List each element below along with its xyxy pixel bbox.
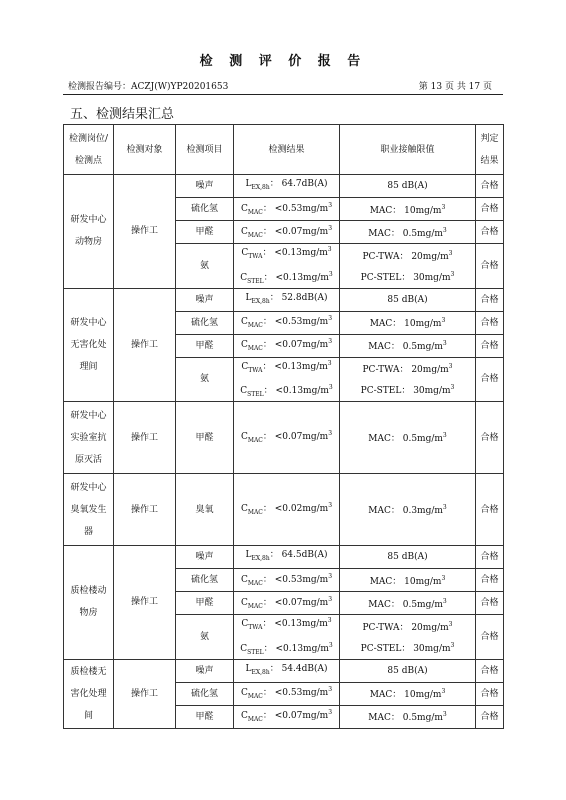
cell-item: 甲醛: [176, 221, 234, 244]
cell-verdict: 合格: [476, 615, 504, 660]
cell-limit: 85 dB(A): [340, 288, 476, 311]
cell-result: $C_{TWA}$： $<0.13mg/m^3$ $C_{STEL}$： $<0.13mg/m^3$: [234, 244, 340, 289]
report-number: ACZJ(W)YP20201653: [131, 82, 229, 92]
cell-item: 噪声: [176, 175, 234, 198]
cell-verdict: 合格: [476, 175, 504, 198]
cell-object: 操作工: [114, 402, 176, 474]
cell-limit: 85 dB(A): [340, 546, 476, 569]
cell-item: 氨: [176, 357, 234, 402]
cell-item: 噪声: [176, 659, 234, 682]
cell-result: $C_{TWA}$： $<0.13mg/m^3$ $C_{STEL}$： $<0.13mg/m^3$: [234, 357, 340, 402]
table-row: [64, 288, 504, 311]
header-divider: [63, 94, 503, 95]
cell-verdict: 合格: [476, 474, 504, 546]
cell-item: 甲醛: [176, 402, 234, 474]
cell-limit: MAC： $10mg/m^3$: [340, 569, 476, 592]
document-title: 检 测 评 价 报 告: [199, 54, 367, 69]
cell-verdict: 合格: [476, 288, 504, 311]
cell-result: $L_{EX,8h}$： 64.7dB(A): [234, 175, 340, 198]
cell-verdict: 合格: [476, 402, 504, 474]
cell-result: $C_{MAC}$： $<0.02mg/m^3$: [234, 474, 340, 546]
cell-result: $C_{TWA}$： $<0.13mg/m^3$ $C_{STEL}$： $<0.13mg/m^3$: [234, 615, 340, 660]
cell-verdict: 合格: [476, 546, 504, 569]
cell-object: 操作工: [114, 175, 176, 289]
cell-item: 噪声: [176, 546, 234, 569]
table-header-row: [64, 125, 504, 175]
cell-verdict: 合格: [476, 221, 504, 244]
cell-limit: 85 dB(A): [340, 175, 476, 198]
cell-object: 操作工: [114, 288, 176, 402]
cell-verdict: 合格: [476, 357, 504, 402]
cell-limit: PC-TWA： $20mg/m^3$ PC-STEL： $30mg/m^3$: [340, 357, 476, 402]
cell-item: 硫化氢: [176, 682, 234, 705]
cell-result: $C_{MAC}$： $<0.53mg/m^3$: [234, 682, 340, 705]
table-row: [64, 546, 504, 569]
cell-result: $L_{EX,8h}$： 54.4dB(A): [234, 659, 340, 682]
cell-result: $C_{MAC}$： $<0.53mg/m^3$: [234, 311, 340, 334]
header-item: 检测项目: [176, 125, 234, 175]
table-row: [64, 175, 504, 198]
cell-result: $C_{MAC}$： $<0.53mg/m^3$: [234, 569, 340, 592]
cell-result: $C_{MAC}$： $<0.07mg/m^3$: [234, 402, 340, 474]
results-table: [63, 124, 504, 729]
cell-result: $L_{EX,8h}$： 64.5dB(A): [234, 546, 340, 569]
cell-item: 硫化氢: [176, 569, 234, 592]
cell-object: 操作工: [114, 546, 176, 660]
cell-result: $L_{EX,8h}$： 52.8dB(A): [234, 288, 340, 311]
cell-verdict: 合格: [476, 592, 504, 615]
page-info: 第 13 页 共 17 页: [418, 82, 492, 92]
cell-object: 操作工: [114, 474, 176, 546]
header-verdict: 判定结果: [476, 125, 504, 175]
cell-verdict: 合格: [476, 569, 504, 592]
report-number-label: 检测报告编号：: [68, 82, 132, 92]
cell-object: 操作工: [114, 659, 176, 728]
cell-post: 研发中心臭氧发生器: [64, 474, 114, 546]
table-row: [64, 659, 504, 682]
cell-post: 质检楼无害化处理间: [64, 659, 114, 728]
cell-limit: 85 dB(A): [340, 659, 476, 682]
cell-result: $C_{MAC}$： $<0.53mg/m^3$: [234, 198, 340, 221]
cell-post: 质检楼动物房: [64, 546, 114, 660]
cell-item: 氨: [176, 244, 234, 289]
cell-limit: MAC： $0.5mg/m^3$: [340, 221, 476, 244]
cell-limit: PC-TWA： $20mg/m^3$ PC-STEL： $30mg/m^3$: [340, 615, 476, 660]
cell-result: $C_{MAC}$： $<0.07mg/m^3$: [234, 592, 340, 615]
cell-item: 噪声: [176, 288, 234, 311]
cell-item: 硫化氢: [176, 198, 234, 221]
cell-verdict: 合格: [476, 198, 504, 221]
section-title: 五、检测结果汇总: [70, 107, 175, 122]
cell-result: $C_{MAC}$： $<0.07mg/m^3$: [234, 334, 340, 357]
cell-item: 甲醛: [176, 592, 234, 615]
header-limit: 职业接触限值: [340, 125, 476, 175]
cell-item: 甲醛: [176, 705, 234, 728]
report-number-line: [68, 79, 228, 92]
cell-limit: MAC： $0.5mg/m^3$: [340, 402, 476, 474]
cell-post: 研发中心动物房: [64, 175, 114, 289]
cell-limit: MAC： $0.5mg/m^3$: [340, 334, 476, 357]
cell-limit: MAC： $10mg/m^3$: [340, 198, 476, 221]
cell-post: 研发中心无害化处理间: [64, 288, 114, 402]
cell-limit: MAC： $0.5mg/m^3$: [340, 592, 476, 615]
cell-item: 硫化氢: [176, 311, 234, 334]
cell-result: $C_{MAC}$： $<0.07mg/m^3$: [234, 221, 340, 244]
header-post: 检测岗位/检测点: [64, 125, 114, 175]
cell-verdict: 合格: [476, 311, 504, 334]
header-result: 检测结果: [234, 125, 340, 175]
cell-result: $C_{MAC}$： $<0.07mg/m^3$: [234, 705, 340, 728]
cell-limit: MAC： $0.3mg/m^3$: [340, 474, 476, 546]
cell-item: 甲醛: [176, 334, 234, 357]
header-object: 检测对象: [114, 125, 176, 175]
table-row: [64, 402, 504, 474]
cell-limit: PC-TWA： $20mg/m^3$ PC-STEL： $30mg/m^3$: [340, 244, 476, 289]
cell-post: 研发中心实验室抗原灭活: [64, 402, 114, 474]
cell-verdict: 合格: [476, 705, 504, 728]
cell-verdict: 合格: [476, 334, 504, 357]
cell-item: 臭氧: [176, 474, 234, 546]
cell-verdict: 合格: [476, 682, 504, 705]
cell-limit: MAC： $10mg/m^3$: [340, 311, 476, 334]
cell-limit: MAC： $0.5mg/m^3$: [340, 705, 476, 728]
cell-verdict: 合格: [476, 244, 504, 289]
cell-item: 氨: [176, 615, 234, 660]
cell-verdict: 合格: [476, 659, 504, 682]
table-row: [64, 474, 504, 546]
cell-limit: MAC： $10mg/m^3$: [340, 682, 476, 705]
